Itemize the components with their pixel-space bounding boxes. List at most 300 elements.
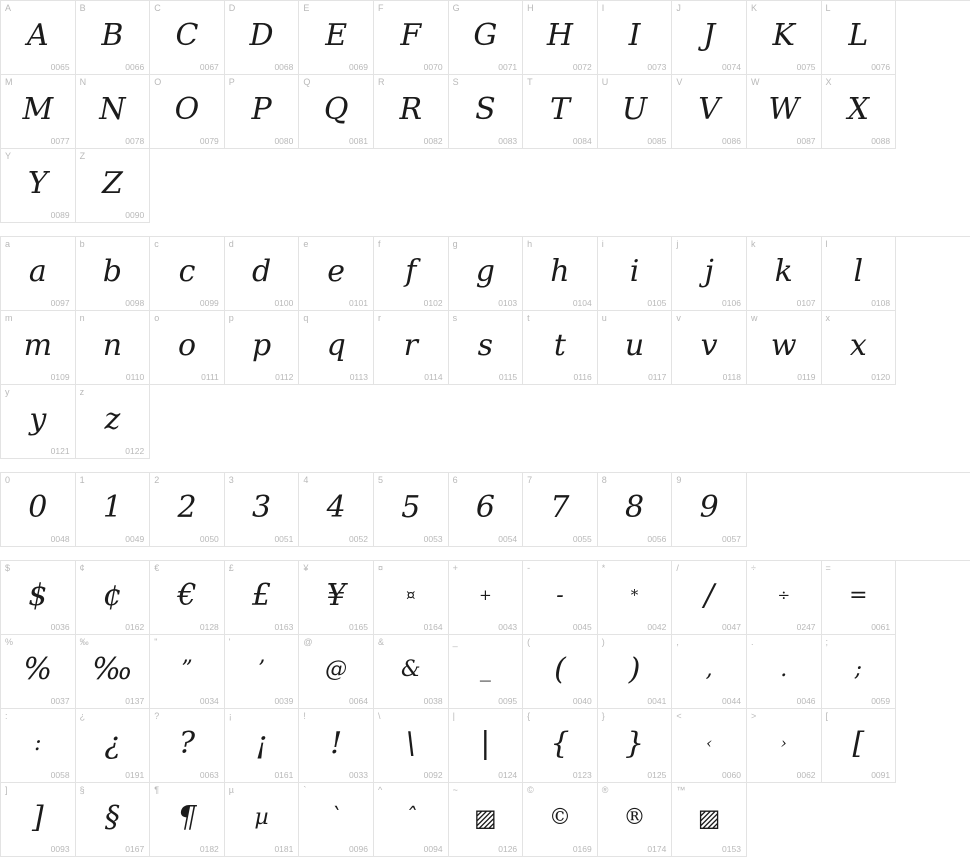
glyph-preview: j — [704, 253, 714, 289]
glyph-cell[interactable] — [598, 473, 673, 547]
glyph-cell[interactable] — [747, 709, 822, 783]
glyph-character-label: V — [676, 77, 683, 87]
glyph-character-label: ) — [601, 637, 605, 647]
glyph-cell[interactable] — [150, 237, 225, 311]
glyph-cell[interactable] — [598, 635, 673, 709]
glyph-character-label: & — [377, 637, 384, 647]
glyph-character-label: " — [154, 637, 158, 647]
glyph-code: 0066 — [125, 62, 145, 72]
glyph-code: 0105 — [647, 298, 667, 308]
glyph-cell[interactable] — [598, 561, 673, 635]
glyph-cell[interactable] — [598, 237, 673, 311]
glyph-character-label: X — [825, 77, 832, 87]
glyph-code: 0039 — [274, 696, 294, 706]
glyph-group-digits — [0, 472, 970, 547]
glyph-cell[interactable] — [374, 709, 449, 783]
glyph-cell[interactable] — [76, 311, 151, 385]
glyph-cell[interactable] — [225, 75, 300, 149]
glyph-preview: z — [104, 401, 121, 437]
glyph-code: 0125 — [647, 770, 667, 780]
glyph-cell[interactable] — [374, 635, 449, 709]
glyph-preview: g — [475, 253, 495, 289]
glyph-cell[interactable] — [672, 473, 747, 547]
glyph-preview: 0 — [28, 489, 48, 525]
glyph-code: 0164 — [423, 622, 443, 632]
glyph-code: 0117 — [648, 372, 667, 382]
glyph-character-label: m — [5, 313, 13, 323]
glyph-character-label: ¿ — [79, 711, 86, 721]
glyph-character-label: µ — [228, 785, 234, 795]
glyph-code: 0052 — [349, 534, 368, 544]
glyph-character-label: Q — [303, 77, 311, 87]
glyph-code: 0072 — [572, 62, 592, 72]
glyph-cell[interactable] — [523, 561, 598, 635]
glyph-preview: § — [104, 799, 120, 835]
glyph-cell[interactable] — [672, 237, 747, 311]
glyph-cell[interactable] — [1, 635, 76, 709]
glyph-cell[interactable] — [523, 473, 598, 547]
glyph-preview: c — [178, 253, 196, 289]
glyph-cell[interactable] — [150, 75, 225, 149]
glyph-cell[interactable] — [76, 149, 151, 223]
glyph-code: 0111 — [201, 372, 219, 382]
glyph-preview: 5 — [401, 489, 421, 525]
glyph-preview: q — [326, 327, 346, 363]
glyph-code: 0182 — [199, 844, 219, 854]
glyph-cell[interactable] — [299, 561, 374, 635]
glyph-character-label: + — [452, 563, 458, 573]
glyph-cell[interactable] — [672, 635, 747, 709]
glyph-preview: C — [175, 17, 199, 53]
glyph-code: 0089 — [50, 210, 70, 220]
glyph-preview: x — [849, 327, 867, 363]
glyph-code: 0114 — [424, 372, 443, 382]
glyph-preview: € — [177, 577, 197, 613]
glyph-preview: 3 — [252, 489, 272, 525]
glyph-code: 0064 — [349, 696, 368, 706]
glyph-character-label: ; — [825, 637, 829, 647]
glyph-cell[interactable] — [822, 75, 897, 149]
glyph-character-label: y — [5, 387, 10, 397]
glyph-character-label: t — [527, 313, 530, 323]
glyph-character-label: e — [303, 239, 309, 249]
glyph-code: 0161 — [274, 770, 294, 780]
glyph-code: 0112 — [275, 372, 294, 382]
glyph-cell[interactable] — [150, 1, 225, 75]
glyph-cell[interactable] — [76, 473, 151, 547]
glyph-character-label: 7 — [527, 475, 533, 485]
glyph-preview: ‹ — [706, 734, 713, 752]
glyph-cell[interactable] — [150, 635, 225, 709]
glyph-cell[interactable] — [747, 311, 822, 385]
glyph-code: 0086 — [722, 136, 741, 146]
glyph-code: 0033 — [349, 770, 368, 780]
glyph-cell[interactable] — [225, 1, 300, 75]
glyph-code: 0087 — [796, 136, 816, 146]
glyph-cell[interactable] — [449, 1, 524, 75]
glyph-cell[interactable] — [672, 783, 747, 857]
glyph-character-label: F — [377, 3, 384, 13]
glyph-cell[interactable] — [672, 1, 747, 75]
glyph-code: 0247 — [796, 622, 816, 632]
glyph-preview: { — [550, 725, 570, 761]
glyph-preview: Y — [27, 165, 48, 201]
glyph-cell[interactable] — [225, 783, 300, 857]
glyph-preview: ¢ — [102, 577, 122, 613]
glyph-character-label: g — [452, 239, 458, 249]
glyph-preview: % — [23, 651, 53, 687]
glyph-character-label: £ — [228, 563, 234, 573]
glyph-cell[interactable] — [374, 1, 449, 75]
glyph-code: 0045 — [572, 622, 592, 632]
glyph-preview: \ — [405, 725, 416, 761]
glyph-preview: d — [251, 253, 272, 289]
glyph-code: 0044 — [722, 696, 741, 706]
glyph-preview: & — [400, 656, 421, 682]
glyph-code: 0063 — [199, 770, 219, 780]
glyph-preview: ▨ — [474, 803, 497, 832]
glyph-cell[interactable] — [225, 237, 300, 311]
glyph-cell[interactable] — [449, 473, 524, 547]
glyph-preview: P — [251, 91, 272, 127]
glyph-cell[interactable] — [747, 635, 822, 709]
glyph-cell[interactable] — [299, 783, 374, 857]
glyph-preview: + — [479, 586, 492, 604]
glyph-code: 0057 — [722, 534, 741, 544]
glyph-character-label: ¥ — [303, 563, 309, 573]
glyph-code: 0034 — [199, 696, 219, 706]
glyph-preview: : — [34, 730, 42, 756]
glyph-cell[interactable] — [598, 709, 673, 783]
glyph-cell[interactable] — [1, 473, 76, 547]
glyph-code: 0050 — [199, 534, 219, 544]
glyph-group-lowercase — [0, 236, 970, 459]
glyph-cell[interactable] — [822, 709, 897, 783]
glyph-preview: _ — [479, 656, 491, 682]
glyph-code: 0106 — [722, 298, 741, 308]
glyph-character-label: Y — [5, 151, 12, 161]
glyph-cell[interactable] — [76, 783, 151, 857]
glyph-character-label: ' — [228, 637, 231, 647]
glyph-code: 0074 — [722, 62, 741, 72]
glyph-character-label: 2 — [154, 475, 160, 485]
glyph-code: 0059 — [871, 696, 891, 706]
glyph-preview: R — [399, 91, 423, 127]
glyph-cell[interactable] — [1, 311, 76, 385]
glyph-cell[interactable] — [822, 1, 897, 75]
glyph-cell[interactable] — [449, 635, 524, 709]
glyph-preview: ? — [178, 725, 196, 761]
glyph-code: 0054 — [498, 534, 518, 544]
glyph-preview: p — [251, 327, 272, 363]
glyph-character-label: n — [79, 313, 85, 323]
glyph-cell[interactable] — [76, 1, 151, 75]
glyph-cell[interactable] — [449, 237, 524, 311]
glyph-code: 0053 — [423, 534, 443, 544]
glyph-preview: ® — [623, 804, 646, 830]
glyph-cell[interactable] — [449, 311, 524, 385]
glyph-cell[interactable] — [225, 561, 300, 635]
glyph-cell[interactable] — [76, 561, 151, 635]
glyph-preview: y — [29, 401, 47, 437]
glyph-code: 0097 — [50, 298, 70, 308]
glyph-character-label: - — [527, 563, 531, 573]
glyph-preview: - — [556, 582, 564, 608]
glyph-preview: 6 — [475, 489, 495, 525]
glyph-preview: r — [403, 327, 418, 363]
glyph-cell[interactable] — [523, 311, 598, 385]
glyph-cell[interactable] — [672, 311, 747, 385]
glyph-preview: V — [698, 91, 720, 127]
glyph-cell[interactable] — [598, 75, 673, 149]
glyph-preview: W — [768, 91, 800, 127]
glyph-preview: ) — [628, 651, 641, 687]
glyph-character-label: r — [377, 313, 381, 323]
glyph-preview: D — [249, 17, 274, 53]
glyph-cell[interactable] — [598, 783, 673, 857]
glyph-cell[interactable] — [374, 237, 449, 311]
glyph-cell[interactable] — [822, 561, 897, 635]
glyph-code: 0091 — [871, 770, 891, 780]
glyph-group-uppercase — [0, 0, 970, 223]
glyph-cell[interactable] — [672, 75, 747, 149]
glyph-character-label: p — [228, 313, 234, 323]
glyph-cell[interactable] — [150, 473, 225, 547]
glyph-preview: [ — [852, 725, 865, 761]
glyph-preview: T — [549, 91, 570, 127]
glyph-cell[interactable] — [523, 635, 598, 709]
glyph-cell[interactable] — [225, 473, 300, 547]
glyph-code: 0123 — [572, 770, 592, 780]
glyph-cell[interactable] — [822, 635, 897, 709]
glyph-preview: 7 — [550, 489, 570, 525]
glyph-character-label: ¢ — [79, 563, 85, 573]
glyph-code: 0093 — [50, 844, 70, 854]
glyph-cell[interactable] — [747, 75, 822, 149]
glyph-character-label: b — [79, 239, 85, 249]
glyph-character-label: H — [527, 3, 534, 13]
glyph-preview: B — [101, 17, 124, 53]
glyph-preview: t — [553, 327, 566, 363]
glyph-preview: s — [477, 327, 494, 363]
glyph-cell[interactable] — [374, 783, 449, 857]
glyph-cell[interactable] — [598, 1, 673, 75]
glyph-cell[interactable] — [76, 635, 151, 709]
glyph-cell[interactable] — [672, 709, 747, 783]
glyph-code: 0058 — [50, 770, 70, 780]
glyph-cell[interactable] — [1, 237, 76, 311]
glyph-cell[interactable] — [225, 311, 300, 385]
glyph-cell[interactable] — [747, 237, 822, 311]
glyph-character-label: f — [377, 239, 381, 249]
glyph-character-label: k — [750, 239, 756, 249]
glyph-preview: o — [177, 327, 197, 363]
glyph-code: 0065 — [50, 62, 70, 72]
glyph-cell[interactable] — [150, 311, 225, 385]
glyph-code: 0162 — [125, 622, 145, 632]
glyph-cell[interactable] — [299, 237, 374, 311]
glyph-character-label: l — [825, 239, 828, 249]
glyph-cell[interactable] — [150, 709, 225, 783]
glyph-preview: b — [102, 253, 122, 289]
glyph-code: 0062 — [796, 770, 816, 780]
glyph-cell[interactable] — [299, 635, 374, 709]
glyph-cell[interactable] — [150, 561, 225, 635]
glyph-cell[interactable] — [449, 709, 524, 783]
glyph-character-label: T — [527, 77, 533, 87]
glyph-character-label: N — [79, 77, 87, 87]
glyph-character-label: © — [527, 785, 534, 795]
glyph-preview: i — [629, 253, 640, 289]
glyph-preview: © — [548, 804, 571, 830]
glyph-cell[interactable] — [1, 783, 76, 857]
glyph-preview: ¥ — [326, 577, 346, 613]
glyph-code: 0095 — [498, 696, 518, 706]
glyph-code: 0090 — [125, 210, 145, 220]
glyph-cell[interactable] — [150, 783, 225, 857]
glyph-code: 0101 — [349, 298, 368, 308]
glyph-character-label: > — [750, 711, 757, 721]
glyph-cell[interactable] — [299, 75, 374, 149]
glyph-preview: Q — [323, 91, 349, 127]
glyph-code: 0094 — [423, 844, 443, 854]
glyph-code: 0055 — [572, 534, 592, 544]
glyph-code: 0098 — [125, 298, 145, 308]
glyph-character-label: ! — [303, 711, 306, 721]
glyph-character-label: € — [154, 563, 160, 573]
glyph-code: 0042 — [647, 622, 667, 632]
glyph-cell[interactable] — [747, 1, 822, 75]
glyph-cell[interactable] — [299, 709, 374, 783]
glyph-code: 0077 — [50, 136, 70, 146]
glyph-cell[interactable] — [449, 561, 524, 635]
glyph-preview: £ — [252, 577, 272, 613]
group-separator — [0, 223, 970, 236]
group-separator — [0, 547, 970, 560]
glyph-cell[interactable] — [747, 561, 822, 635]
glyph-code: 0083 — [498, 136, 518, 146]
glyph-cell[interactable] — [374, 75, 449, 149]
glyph-cell[interactable] — [449, 75, 524, 149]
glyph-character-label: q — [303, 313, 309, 323]
glyph-preview: u — [624, 327, 645, 363]
glyph-cell[interactable] — [523, 75, 598, 149]
glyph-cell[interactable] — [523, 1, 598, 75]
glyph-preview: J — [703, 17, 716, 53]
glyph-character-label: = — [825, 563, 831, 573]
glyph-cell[interactable] — [374, 473, 449, 547]
glyph-cell[interactable] — [225, 635, 300, 709]
glyph-code: 0081 — [349, 136, 368, 146]
glyph-preview: ¤ — [405, 586, 416, 604]
glyph-code: 0041 — [647, 696, 667, 706]
glyph-code: 0115 — [498, 372, 518, 382]
glyph-cell[interactable] — [1, 75, 76, 149]
glyph-preview: G — [473, 17, 498, 53]
glyph-cell[interactable] — [76, 237, 151, 311]
glyph-preview: 8 — [625, 489, 645, 525]
glyph-cell[interactable] — [76, 385, 151, 459]
glyph-character-label: 8 — [601, 475, 607, 485]
glyph-preview: w — [770, 327, 797, 363]
glyph-code: 0085 — [647, 136, 667, 146]
glyph-code: 0043 — [498, 622, 518, 632]
glyph-cell[interactable] — [1, 1, 76, 75]
glyph-code: 0128 — [199, 622, 219, 632]
glyph-code: 0049 — [125, 534, 145, 544]
glyph-cell[interactable] — [449, 783, 524, 857]
glyph-preview: ¿ — [104, 725, 121, 761]
glyph-cell[interactable] — [225, 709, 300, 783]
glyph-code: 0047 — [722, 622, 741, 632]
glyph-preview: ! — [330, 725, 343, 761]
glyph-character-label: w — [750, 313, 758, 323]
glyph-group-symbols — [0, 560, 970, 857]
glyph-character-label: c — [154, 239, 159, 249]
glyph-preview: ¡ — [255, 725, 268, 761]
glyph-cell[interactable] — [1, 149, 76, 223]
glyph-preview: H — [546, 17, 574, 53]
glyph-code: 0165 — [349, 622, 368, 632]
glyph-character-label: 5 — [377, 475, 383, 485]
glyph-character-label: J — [676, 3, 681, 13]
glyph-character-label: A — [5, 3, 12, 13]
glyph-code: 0037 — [50, 696, 70, 706]
glyph-cell[interactable] — [523, 783, 598, 857]
glyph-preview: M — [22, 91, 54, 127]
glyph-preview: ÷ — [777, 586, 791, 604]
glyph-preview: ¶ — [177, 799, 197, 835]
glyph-cell[interactable] — [598, 311, 673, 385]
glyph-character-label: o — [154, 313, 160, 323]
glyph-preview: 1 — [102, 489, 122, 525]
glyph-cell[interactable] — [374, 311, 449, 385]
glyph-cell[interactable] — [672, 561, 747, 635]
glyph-character-label: < — [676, 711, 682, 721]
glyph-cell[interactable] — [1, 561, 76, 635]
glyph-cell[interactable] — [299, 311, 374, 385]
glyph-character-label: z — [79, 387, 85, 397]
glyph-cell[interactable] — [1, 709, 76, 783]
glyph-cell[interactable] — [374, 561, 449, 635]
glyph-cell[interactable] — [1, 385, 76, 459]
glyph-cell[interactable] — [822, 237, 897, 311]
glyph-character-label: D — [228, 3, 236, 13]
glyph-cell[interactable] — [822, 311, 897, 385]
glyph-character-label: C — [154, 3, 161, 13]
glyph-preview: ] — [31, 799, 44, 835]
glyph-preview: ` — [330, 804, 342, 830]
glyph-code: 0118 — [722, 372, 741, 382]
glyph-character-label: _ — [452, 637, 458, 647]
glyph-code: 0038 — [423, 696, 443, 706]
glyph-character-label: W — [750, 77, 760, 87]
glyph-cell[interactable] — [299, 1, 374, 75]
glyph-cell[interactable] — [299, 473, 374, 547]
glyph-character-label: 6 — [452, 475, 458, 485]
glyph-cell[interactable] — [76, 75, 151, 149]
glyph-code: 0078 — [125, 136, 145, 146]
glyph-preview: . — [780, 656, 788, 682]
glyph-cell[interactable] — [523, 237, 598, 311]
glyph-cell[interactable] — [523, 709, 598, 783]
glyph-code: 0108 — [871, 298, 891, 308]
glyph-cell[interactable] — [76, 709, 151, 783]
glyph-character-label: a — [5, 239, 11, 249]
glyph-preview: ( — [554, 651, 566, 687]
glyph-code: 0056 — [647, 534, 667, 544]
glyph-preview: $ — [28, 577, 48, 613]
